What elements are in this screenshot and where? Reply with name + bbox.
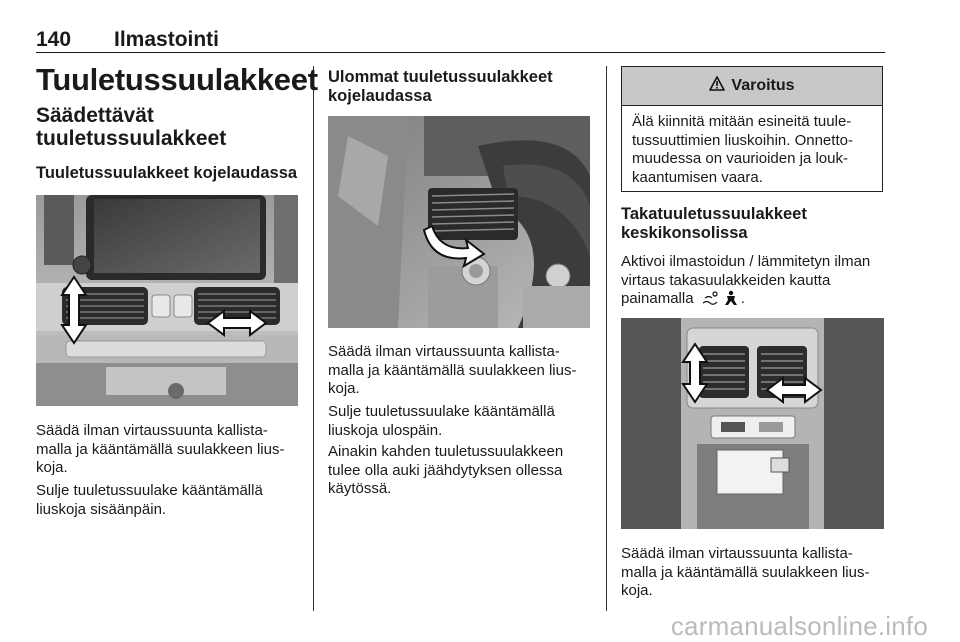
section-title: Tuuletussuulakkeet — [36, 62, 318, 97]
paragraph-adjust-airflow-rear: Säädä ilman virtaussuunta kallista-malla ja kääntämällä suulakkeen lius-koja. — [621, 545, 870, 599]
paragraph-close-vent: Sulje tuuletussuulake kääntämällä liuskoja sisäänpäin. — [36, 482, 263, 518]
warning-box — [621, 66, 883, 192]
paragraph-close-vent-outer: Sulje tuuletussuulake kääntämällä liuskoja ulospäin. — [328, 403, 555, 439]
figure-outer-vent — [328, 116, 590, 328]
figure-rear-console-vents — [621, 318, 884, 529]
column-divider-left — [313, 66, 314, 611]
header-rule — [36, 52, 885, 53]
activate-text: Aktivoi ilmastoidun / lämmitetyn ilman virtaus takasuulakkeiden kautta painamalla — [621, 253, 871, 307]
paragraph-adjust-airflow-outer: Säädä ilman virtaussuunta kallista-malla ja kääntämällä suulakkeen lius-koja. — [328, 343, 577, 397]
chapter-title: Ilmastointi — [114, 28, 220, 51]
figure-dashboard-vents — [36, 195, 298, 406]
watermark: carmanualsonline.info — [670, 611, 928, 641]
activate-text-end: . — [740, 290, 745, 307]
paragraph-two-vents-open: Ainakin kahden tuuletussuulakkeen tulee olla auki jäähdytyksen ollessa käytössä. — [328, 443, 564, 497]
column-divider-right — [606, 66, 607, 611]
paragraph-activate-rear-airflow — [621, 253, 885, 312]
section-heading-outer-vents: Ulommat tuuletussuulakkeet kojelaudassa — [328, 68, 553, 105]
warning-title: Varoitus — [731, 77, 795, 94]
warning-text: Älä kiinnitä mitään esineitä tuule-tussuuttimien liuskoihin. Onnetto-muudessa on vaurioiden ja louk-kaantumisen vaara. — [632, 113, 853, 186]
subsection-title: Säädettävät tuuletussuulakkeet — [36, 104, 227, 150]
page-number: 140 — [36, 28, 72, 51]
section-heading-rear-vents: Takatuuletussuulakkeet keskikonsolissa — [621, 205, 807, 242]
paragraph-adjust-airflow: Säädä ilman virtaussuunta kallista-malla ja kääntämällä suulakkeen lius-koja. — [36, 422, 285, 476]
warning-header — [622, 67, 882, 106]
rear-fan-icon — [701, 290, 741, 312]
warning-triangle-icon — [709, 76, 725, 96]
section-heading-dashboard-vents: Tuuletussuulakkeet kojelaudassa — [36, 164, 298, 182]
